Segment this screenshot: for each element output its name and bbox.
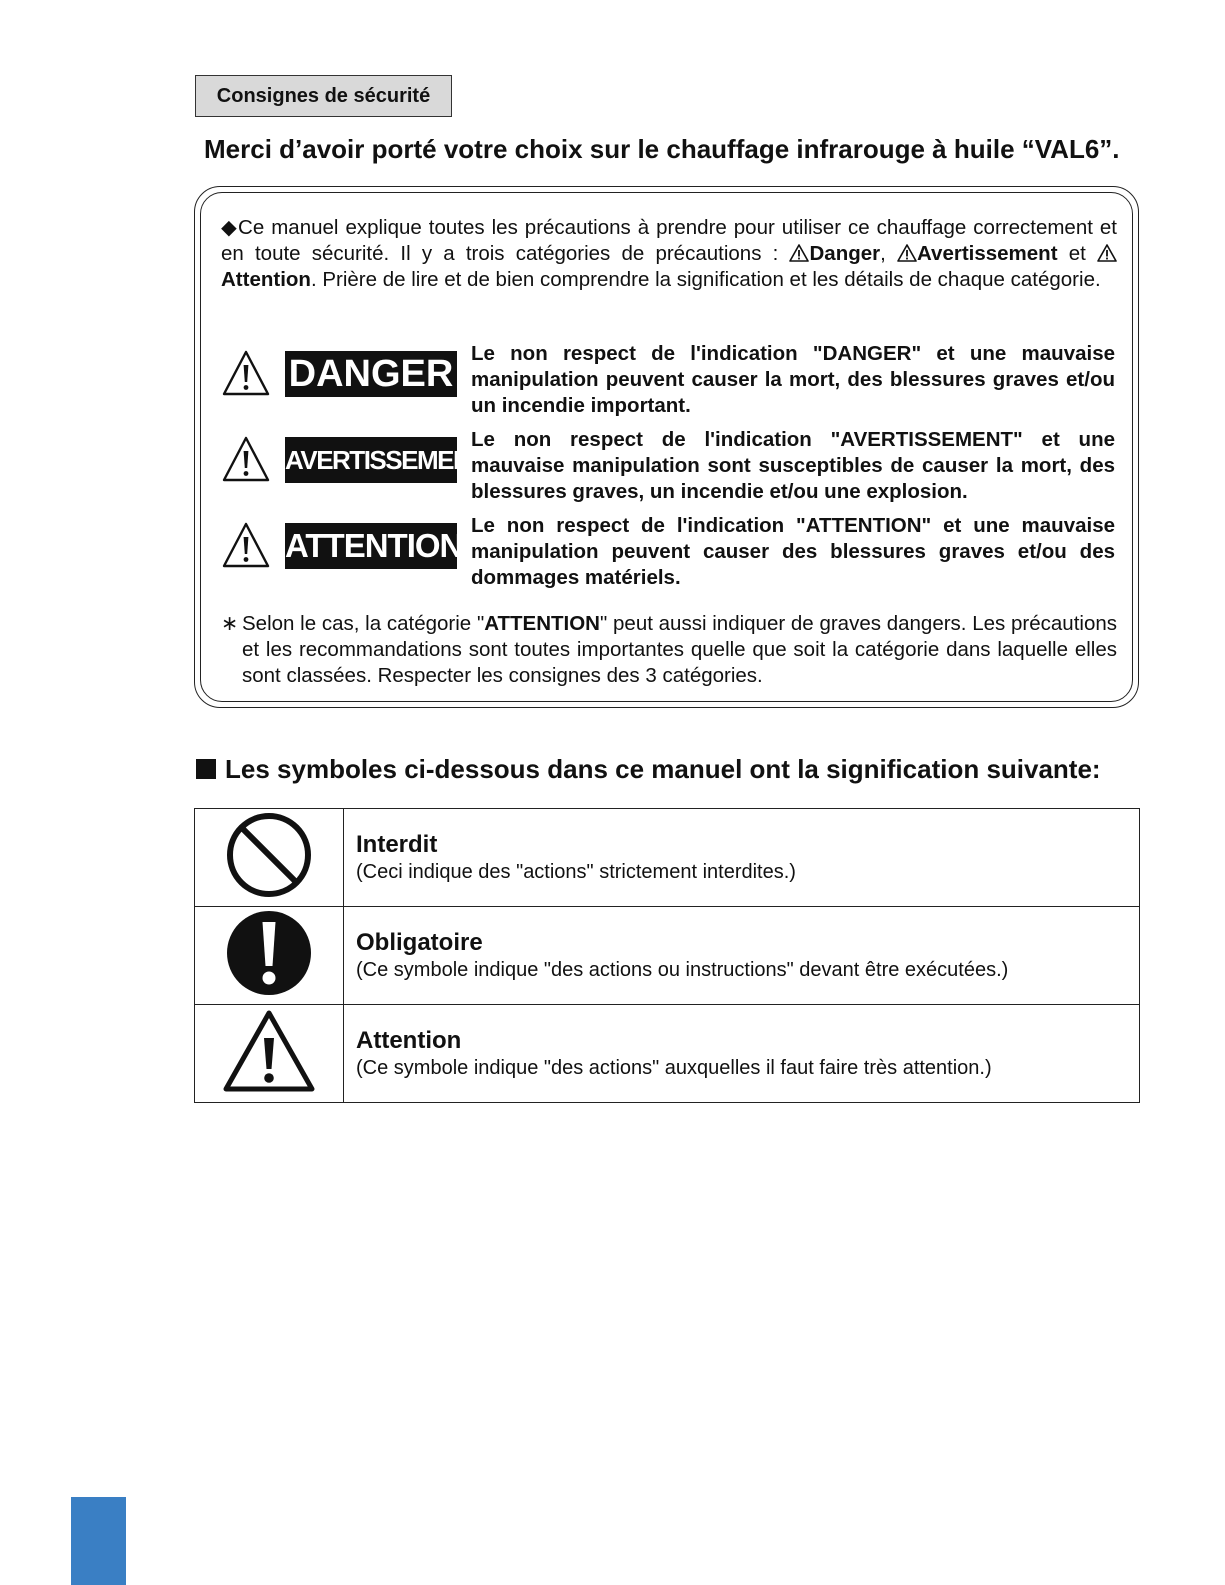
danger-badge: DANGER bbox=[285, 351, 457, 397]
symbols-heading bbox=[196, 754, 1101, 785]
avertissement-badge: AVERTISSEMENT bbox=[285, 437, 457, 483]
warning-triangle-icon bbox=[897, 244, 917, 262]
intro-tail: . Prière de lire et de bien comprendre la signification et les détails de chaque catégorie. bbox=[310, 268, 1101, 291]
symbol-text-cell bbox=[344, 809, 1140, 907]
footnote-star: ∗ bbox=[221, 612, 239, 635]
warning-triangle-icon bbox=[221, 521, 271, 569]
intro-et: et bbox=[1057, 242, 1097, 265]
symbols-table bbox=[194, 808, 1140, 1103]
warning-triangle-icon bbox=[221, 435, 271, 483]
symbol-icon-cell bbox=[195, 1005, 344, 1103]
square-bullet-icon bbox=[196, 759, 216, 779]
symbol-icon-cell bbox=[195, 907, 344, 1005]
symbol-text-cell bbox=[344, 907, 1140, 1005]
attention-badge: ATTENTION bbox=[285, 523, 457, 569]
safety-notice-inner bbox=[200, 192, 1133, 702]
page-title: Merci d’avoir porté votre choix sur le chauffage infrarouge à huile “VAL6”. bbox=[204, 134, 1120, 164]
safety-notice-box bbox=[194, 186, 1139, 708]
table-row bbox=[195, 1005, 1140, 1103]
symbol-icon-cell bbox=[195, 809, 344, 907]
notice-intro bbox=[221, 215, 1117, 293]
symbol-description: (Ce symbole indique "des actions ou instructions" devant être exécutées.) bbox=[356, 958, 1009, 981]
table-row bbox=[195, 809, 1140, 907]
mandatory-icon bbox=[224, 908, 314, 998]
intro-sep: , bbox=[880, 242, 897, 265]
intro-danger: Danger bbox=[809, 242, 881, 265]
prohibited-icon bbox=[224, 810, 314, 900]
warning-triangle-icon bbox=[789, 244, 809, 262]
section-tag: Consignes de sécurité bbox=[195, 75, 452, 117]
danger-description: Le non respect de l'indication "DANGER" et une mauvaise manipulation peuvent causer la mort, des blessures graves et/ou un incendie important. bbox=[471, 342, 1115, 417]
attention-description: Le non respect de l'indication "ATTENTION" et une mauvaise manipulation peuvent causer des blessures graves et/ou des dommages matériels. bbox=[471, 514, 1115, 589]
avertissement-description: Le non respect de l'indication "AVERTISSEMENT" et une mauvaise manipulation sont susceptibles de causer la mort, des blessures graves, un incendie et/ou une explosion. bbox=[471, 428, 1115, 503]
symbol-title: Attention bbox=[356, 1026, 462, 1054]
symbol-title: Interdit bbox=[356, 830, 438, 858]
symbol-text-cell bbox=[344, 1005, 1140, 1103]
table-row bbox=[195, 907, 1140, 1005]
footnote-post: " peut aussi indiquer de graves dangers. Les précautions et les recommandations sont toutes importantes quelle que soit la catégorie dans laquelle elles sont classées. Respecter les consignes des 3 catégories. bbox=[242, 612, 1117, 687]
warning-triangle-icon bbox=[221, 349, 271, 397]
footnote-text bbox=[221, 611, 1117, 689]
caution-triangle-icon bbox=[221, 1008, 317, 1094]
symbol-description: (Ceci indique des "actions" strictement interdites.) bbox=[356, 860, 796, 883]
symbols-heading-text: Les symboles ci-dessous dans ce manuel ont la signification suivante: bbox=[225, 754, 1101, 784]
symbol-title: Obligatoire bbox=[356, 928, 483, 956]
notice-footnote bbox=[221, 611, 1117, 689]
intro-lead: ◆Ce manuel explique toutes les précautions à prendre pour utiliser ce chauffage correctement et en toute sécurité. Il y a trois catégories de précautions : bbox=[221, 216, 1117, 265]
level-danger bbox=[221, 341, 1117, 423]
warning-triangle-icon bbox=[1097, 244, 1117, 262]
level-attention bbox=[221, 513, 1117, 595]
symbol-description: (Ce symbole indique "des actions" auxquelles il faut faire très attention.) bbox=[356, 1056, 992, 1079]
level-avertissement bbox=[221, 427, 1117, 509]
intro-avertissement: Avertissement bbox=[917, 242, 1058, 265]
page-edge-tab bbox=[71, 1497, 126, 1585]
footnote-pre: Selon le cas, la catégorie " bbox=[242, 612, 485, 635]
footnote-bold: ATTENTION bbox=[484, 612, 600, 635]
intro-attention: Attention bbox=[221, 268, 311, 291]
